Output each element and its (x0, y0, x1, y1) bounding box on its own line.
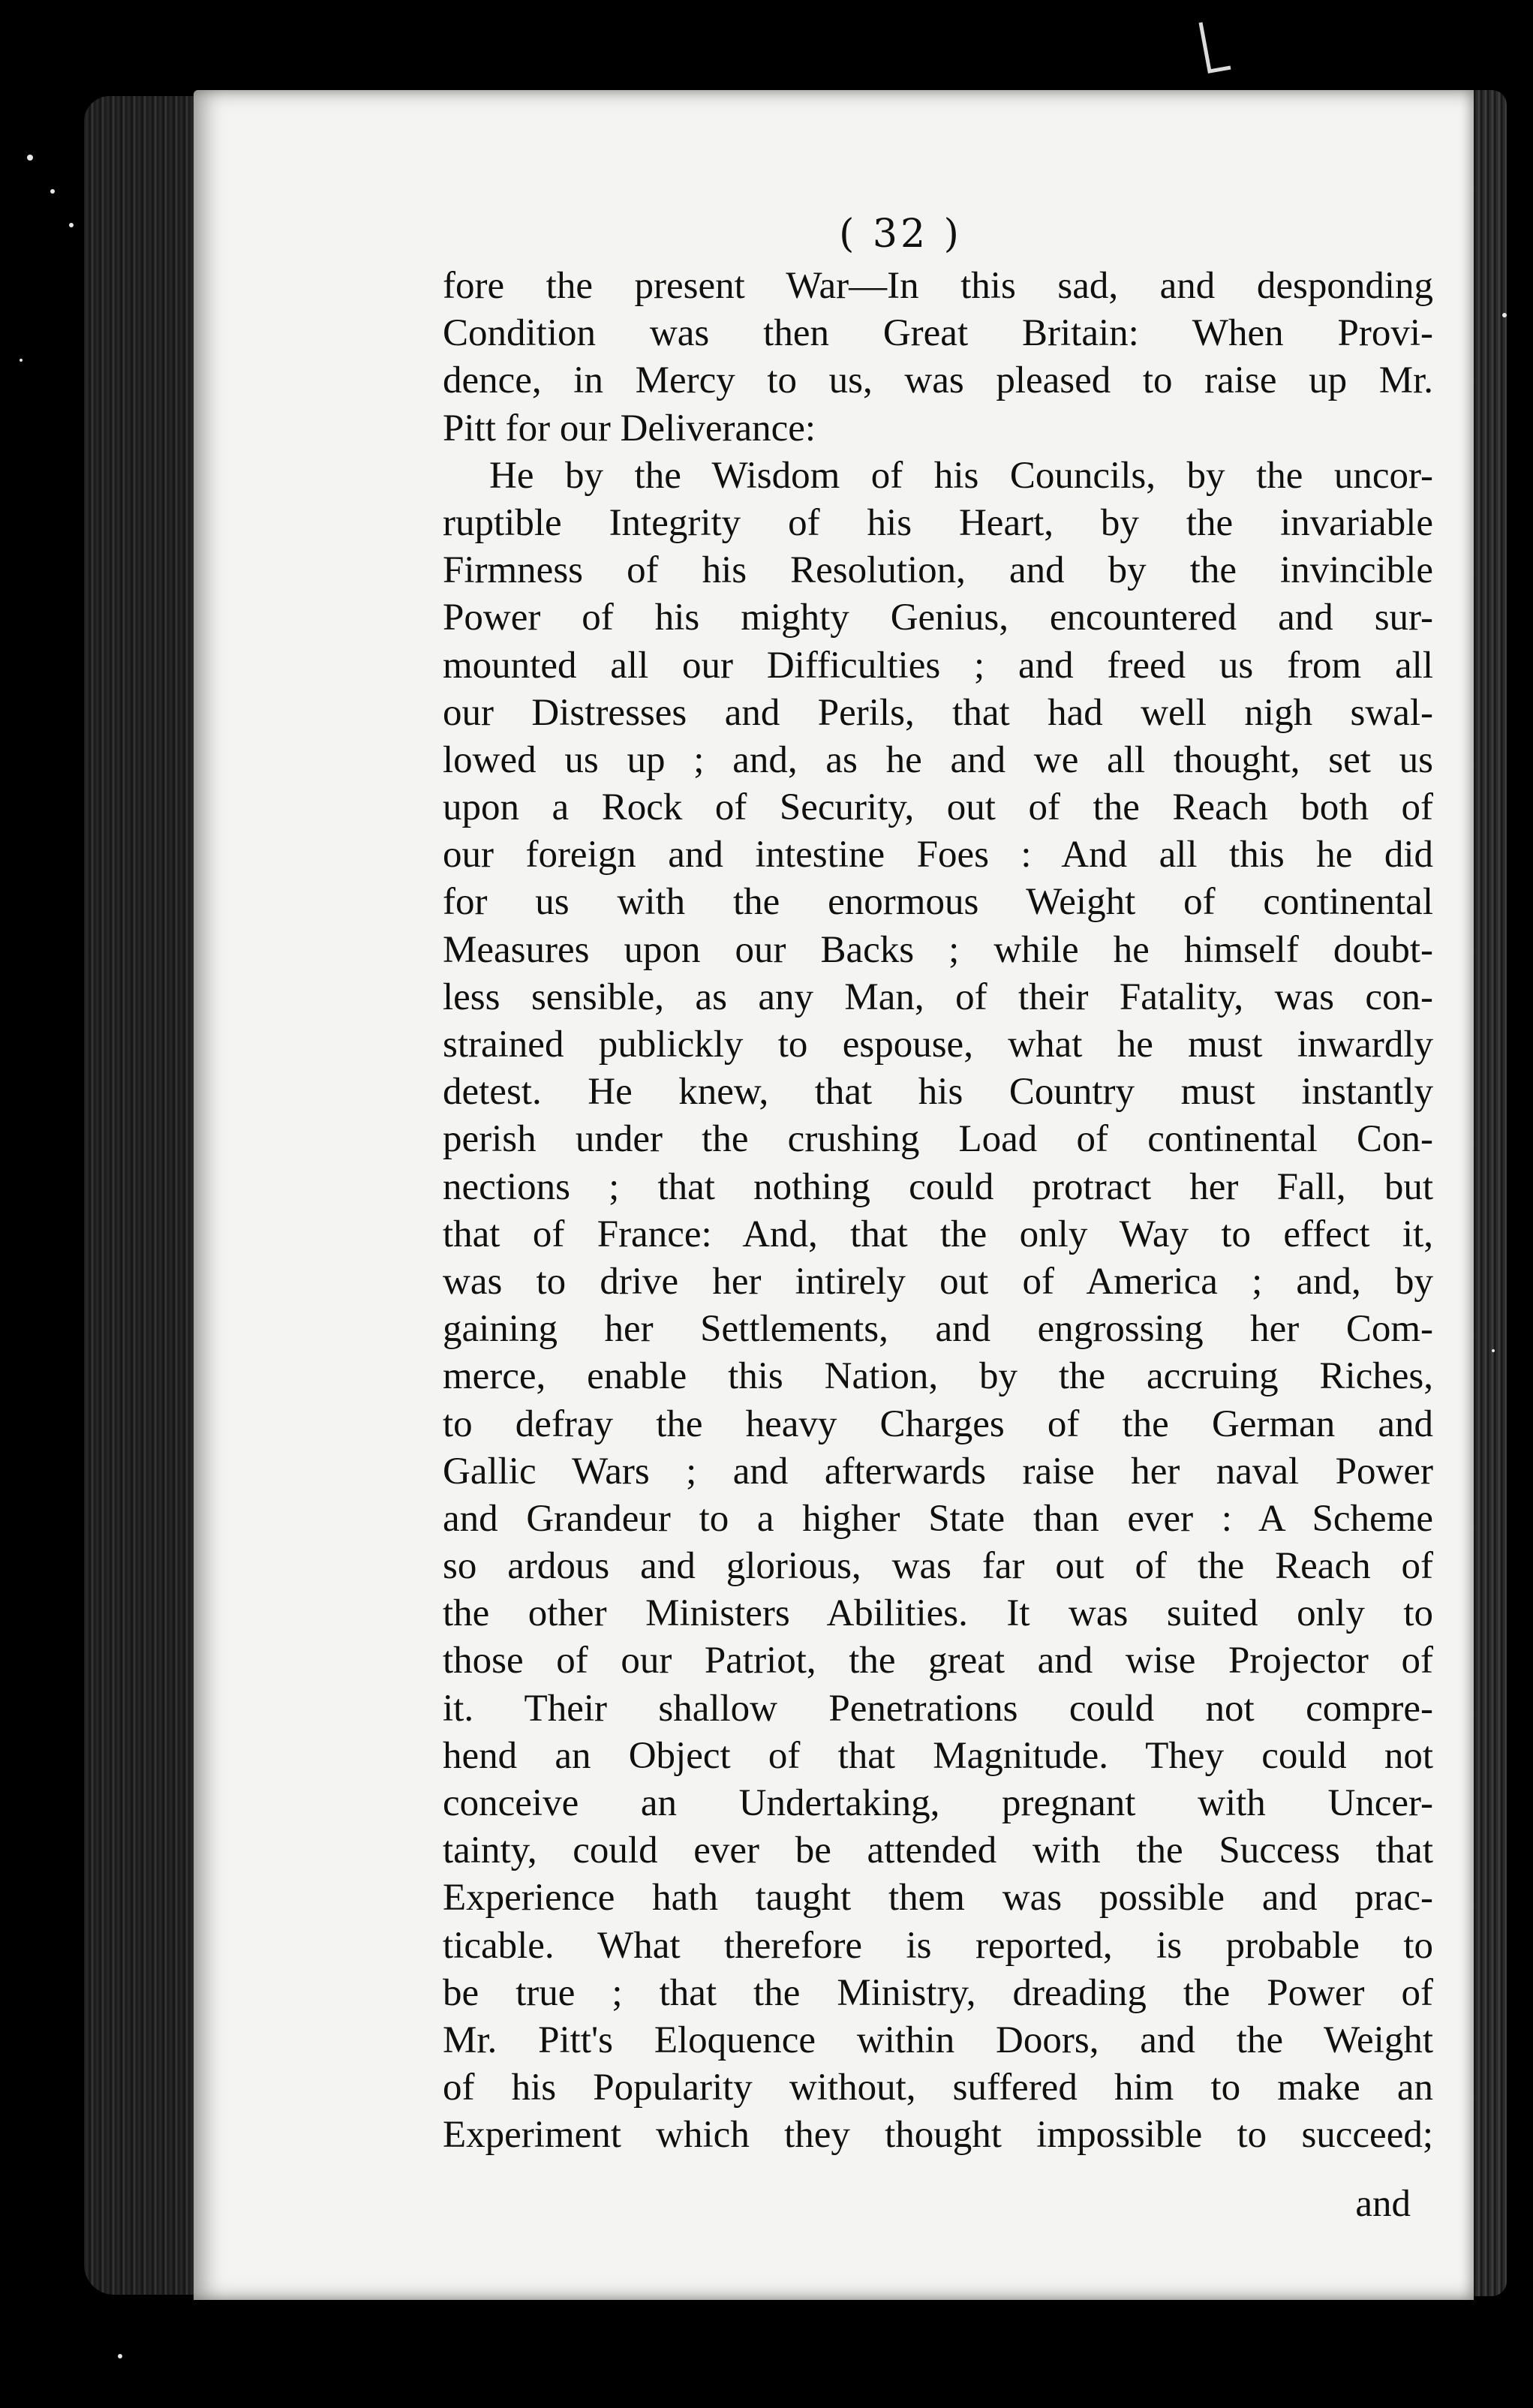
text-line: so ardous and glorious, was far out of the Reach of (443, 1545, 1433, 1588)
text-line: our Distresses and Perils, that had well nigh swal- (443, 691, 1433, 734)
text-line: the other Ministers Abilities. It was suited only to (443, 1592, 1433, 1635)
text-line: Experiment which they thought impossible to succeed; (443, 2114, 1433, 2157)
text-line: Experience hath taught them was possible and prac- (443, 1877, 1433, 1919)
text-line: merce, enable this Nation, by the accruing Riches, (443, 1355, 1433, 1398)
text-line: Mr. Pitt's Eloquence within Doors, and the Weight (443, 2019, 1433, 2061)
text-line: Gallic Wars ; and afterwards raise her naval Power (443, 1450, 1433, 1493)
text-line: tainty, could ever be attended with the Success that (443, 1829, 1433, 1872)
text-line: our foreign and intestine Foes : And all this he did (443, 834, 1433, 876)
text-line: nections ; that nothing could protract her Fall, but (443, 1165, 1433, 1208)
text-line: of his Popularity without, suffered him to make an (443, 2067, 1433, 2109)
text-line: lowed us up ; and, as he and we all thought, set us (443, 738, 1433, 781)
text-line: hend an Object of that Magnitude. They could not (443, 1734, 1433, 1777)
text-line: Measures upon our Backs ; while he himself doubt- (443, 928, 1433, 971)
text-line: was to drive her intirely out of America ; and, by (443, 1260, 1433, 1303)
text-line: conceive an Undertaking, pregnant with Uncer- (443, 1782, 1433, 1824)
text-line: Firmness of his Resolution, and by the invincible (443, 549, 1433, 592)
text-line: strained publickly to espouse, what he must inwardly (443, 1024, 1433, 1066)
text-line: Power of his mighty Genius, encountered and sur- (443, 597, 1433, 639)
text-line: perish under the crushing Load of continental Con- (443, 1118, 1433, 1161)
text-line: detest. He knew, that his Country must instantly (443, 1071, 1433, 1114)
text-line: mounted all our Difficulties ; and freed us from all (443, 644, 1433, 687)
text-line: it. Their shallow Penetrations could not compre- (443, 1687, 1433, 1730)
body-text (443, 263, 1433, 2160)
text-line: ruptible Integrity of his Heart, by the invariable (443, 501, 1433, 544)
text-line: gaining her Settlements, and engrossing her Com- (443, 1308, 1433, 1351)
text-line: less sensible, as any Man, of their Fatality, was con- (443, 976, 1433, 1018)
text-line: dence, in Mercy to us, was pleased to raise up Mr. (443, 359, 1433, 402)
text-line: for us with the enormous Weight of continental (443, 881, 1433, 924)
text-line: those of our Patriot, the great and wise Projector of (443, 1640, 1433, 1682)
text-line: Pitt for our Deliverance: (443, 407, 816, 449)
text-line: fore the present War—In this sad, and desponding (443, 265, 1433, 307)
text-line: upon a Rock of Security, out of the Reach both of (443, 786, 1433, 829)
page-number: ( 32 ) (839, 212, 962, 257)
paragraph-first-line: He by the Wisdom of his Councils, by the uncor- (489, 454, 1433, 497)
text-line: that of France: And, that the only Way to effect it, (443, 1213, 1433, 1255)
text-line: Condition was then Great Britain: When Provi- (443, 312, 1433, 355)
catchword: and (1355, 2183, 1411, 2225)
text-line: to defray the heavy Charges of the German and (443, 1402, 1433, 1445)
text-line: ticable. What therefore is reported, is probable to (443, 1924, 1433, 1967)
text-line: be true ; that the Ministry, dreading the Power of (443, 1971, 1433, 2014)
text-line: and Grandeur to a higher State than ever : A Scheme (443, 1497, 1433, 1540)
page-edge-stack-left (84, 96, 212, 2295)
